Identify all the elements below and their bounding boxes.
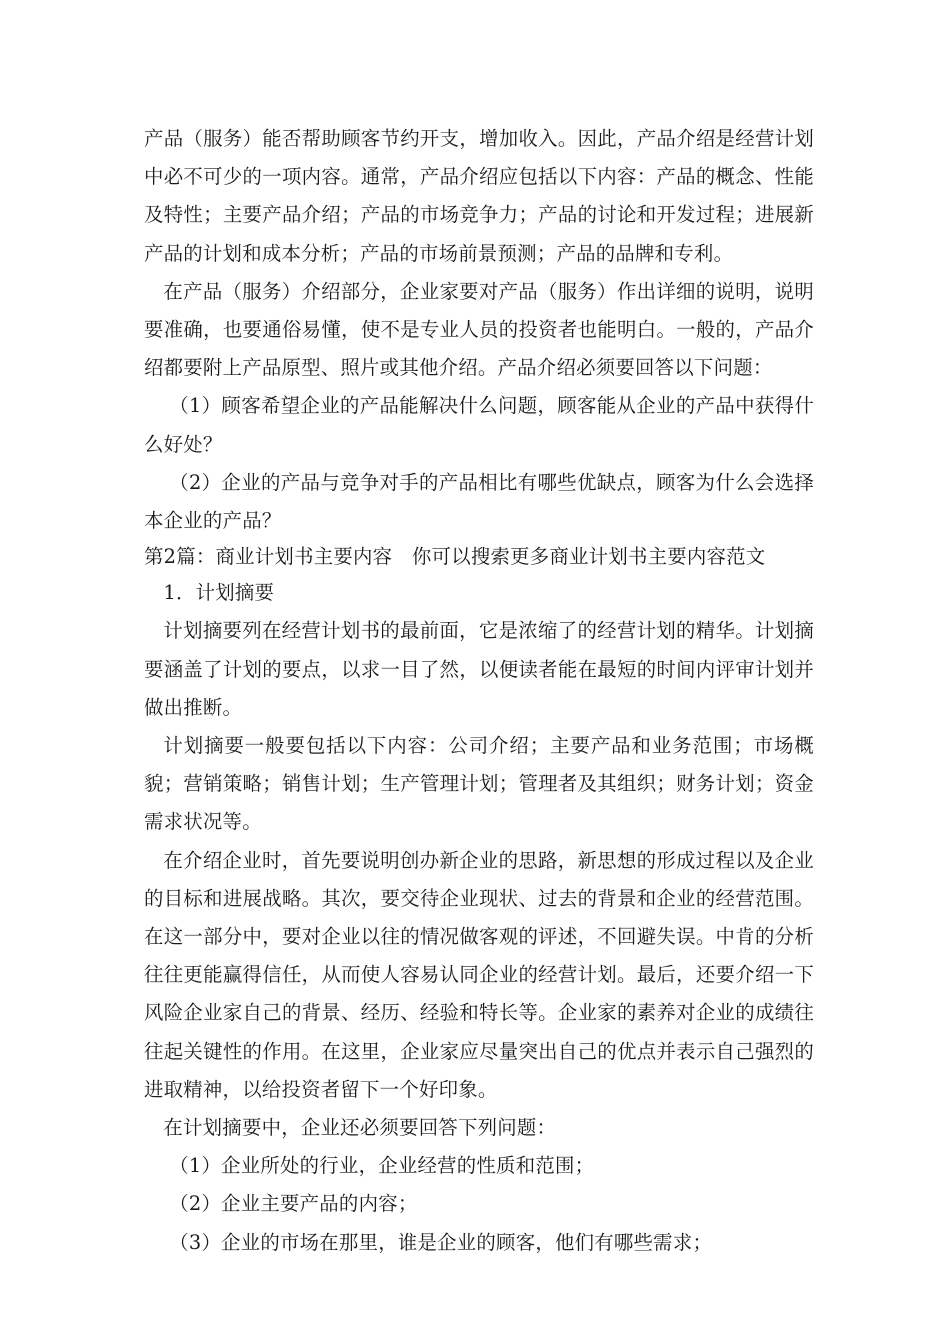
subsection-title: 1．计划摘要 [163,581,275,605]
paragraph-company-intro: 在介绍企业时，首先要说明创办新企业的思路，新思想的形成过程以及企业的目标和进展战略。其次，要交待企业现状、过去的背景和企业的经营范围。在这一部分中，要对企业以往的情况做客观的评述，不回避失误。中肯的分析往往更能赢得信任，从而使人容易认同企业的经营计划。最后，还要介绍一下风险企业家自己的背景、经历、经验和特长等。企业家的素养对企业的成绩往往起关键性的作用。在这里，企业家应尽量突出自己的优点并表示自己强烈的进取精神，以给投资者留下一个好印象。 [144,848,814,1101]
list-item-2: （2）企业主要产品的内容； [169,1192,418,1216]
paragraph-product-benefits: 产品（服务）能否帮助顾客节约开支，增加收入。因此，产品介绍是经营计划中必不可少的一项内容。通常，产品介绍应包括以下内容：产品的概念、性能及特性；主要产品介绍；产品的市场竞争力；产品的讨论和开发过程；进展新产品的计划和成本分析；产品的市场前景预测；产品的品牌和专利。 [144,127,814,265]
paragraph-questions-lead: 在计划摘要中，企业还必须要回答下列问题： [163,1116,557,1140]
paragraph-product-section: 在产品（服务）介绍部分，企业家要对产品（服务）作出详细的说明，说明要准确，也要通俗易懂，使不是专业人员的投资者也能明白。一般的，产品介绍都要附上产品原型、照片或其他介绍。产品介绍必须要回答以下问题： [144,279,814,380]
list-item-1: （1）企业所处的行业，企业经营的性质和范围； [169,1154,595,1178]
question-item-1: （1）顾客希望企业的产品能解决什么问题，顾客能从企业的产品中获得什么好处？ [144,394,814,456]
document-body [144,120,814,1262]
question-item-2: （2）企业的产品与竞争对手的产品相比有哪些优缺点，顾客为什么会选择本企业的产品？ [144,470,814,533]
paragraph-summary-intro: 计划摘要列在经营计划书的最前面，它是浓缩了的经营计划的精华。计划摘要涵盖了计划的要点，以求一目了然，以便读者能在最短的时间内评审计划并做出推断。 [144,619,814,719]
list-item-3: （3）企业的市场在那里，谁是企业的顾客，他们有哪些需求； [169,1230,713,1254]
paragraph-summary-contents: 计划摘要一般要包括以下内容：公司介绍；主要产品和业务范围；市场概貌；营销策略；销售计划；生产管理计划；管理者及其组织；财务计划；资金需求状况等。 [144,734,814,834]
section-heading: 第2篇：商业计划书主要内容 你可以搜索更多商业计划书主要内容范文 [144,545,766,569]
